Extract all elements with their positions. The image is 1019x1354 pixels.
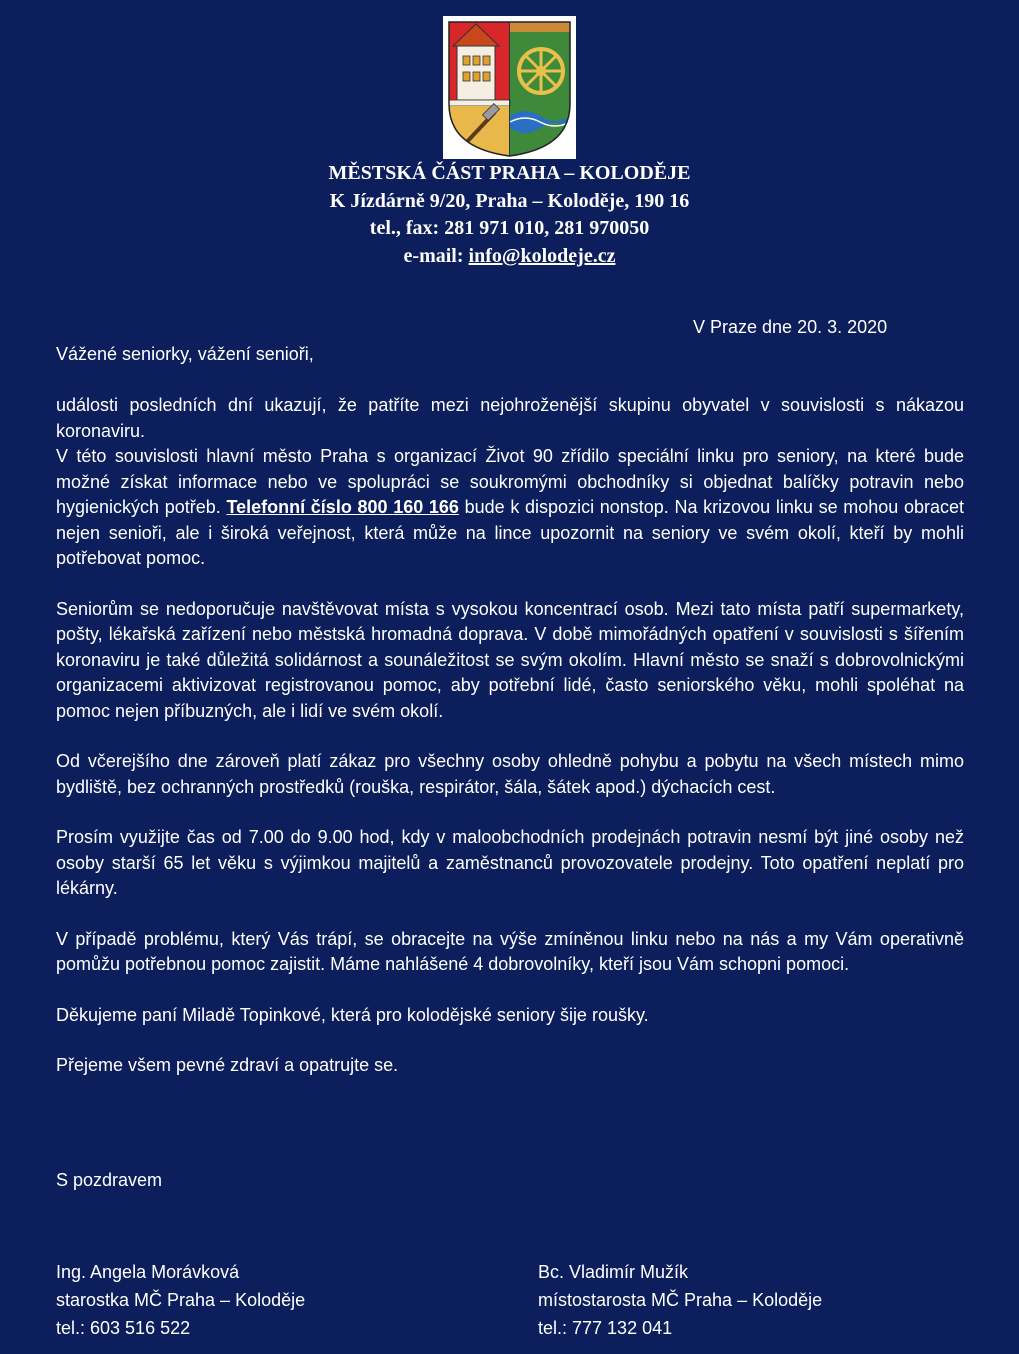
paragraph-2-end: bude k dispozici nonstop. Na krizovou linku se mohou obracet nejen senioři, ale i široká veřejnost, která může na lince upozornit na seniory ve svém okolí, kteří by mohli potřebovat pomoc. bbox=[56, 497, 965, 568]
paragraph-1: události posledních dní ukazují, že patříte mezi nejohroženější skupinu obyvatel v souvislosti s nákazou koronaviru. bbox=[56, 395, 964, 441]
paragraph-6: V případě problému, který Vás trápí, se obracejte na výše zmíněnou linku nebo na nás a my Vám operativně pomůžu potřebnou pomoc zajistit. Máme nahlášené 4 dobrovolníky, kteří jsou Vám schopni pomoci. bbox=[56, 928, 964, 974]
coat-of-arms-icon bbox=[443, 16, 576, 159]
closing: S pozdravem bbox=[56, 1170, 163, 1190]
email-link[interactable]: info@kolodeje.cz bbox=[468, 244, 616, 267]
office-name: MĚSTSKÁ ČÁST PRAHA – KOLODĚJE bbox=[328, 162, 691, 184]
signature-deputy-mayor bbox=[538, 1258, 822, 1342]
paragraph-2 bbox=[56, 446, 964, 568]
office-email-line bbox=[0, 243, 1019, 271]
letter-body bbox=[56, 393, 964, 1098]
coat-of-arms bbox=[443, 16, 576, 159]
office-address: K Jízdárně 9/20, Praha – Koloděje, 190 16 bbox=[329, 189, 690, 212]
signature-phone: tel.: 603 516 522 bbox=[56, 1318, 191, 1338]
hotline-phone-number: Telefonní číslo 800 160 166 bbox=[226, 497, 459, 517]
paragraph-4: Od včerejšího dne zároveň platí zákaz pro všechny osoby ohledně pohybu a pobytu na všech místech mimo bydliště, bez ochranných prostředků (rouška, respirátor, šála, šátek apod.) dýchacích cest. bbox=[56, 751, 964, 797]
paragraph-5: Prosím využijte čas od 7.00 do 9.00 hod, kdy v maloobchodních prodejnách potravin nesmí být jiné osoby než osoby starší 65 let věku s výjimkou majitelů a zaměstnanců provozovatele prodejny. Toto opatření neplatí pro lékárny. bbox=[56, 827, 964, 898]
paragraph-8: Přejeme všem pevné zdraví a opatrujte se. bbox=[56, 1055, 399, 1075]
letterhead bbox=[0, 160, 1019, 270]
letter-date: V Praze dne 20. 3. 2020 bbox=[693, 317, 888, 337]
signature-role: místostarosta MČ Praha – Koloděje bbox=[538, 1290, 823, 1310]
signature-name: Bc. Vladimír Mužík bbox=[538, 1262, 689, 1282]
paragraph-intro bbox=[56, 393, 964, 572]
salutation: Vážené seniorky, vážení senioři, bbox=[56, 344, 314, 364]
signature-mayor bbox=[56, 1258, 305, 1342]
signature-role: starostka MČ Praha – Koloděje bbox=[56, 1290, 306, 1310]
office-phone-fax: tel., fax: 281 971 010, 281 970050 bbox=[369, 217, 650, 239]
signature-name: Ing. Angela Morávková bbox=[56, 1262, 240, 1282]
paragraph-3: Seniorům se nedoporučuje navštěvovat místa s vysokou koncentrací osob. Mezi tato místa patří supermarkety, pošty, lékařská zařízení nebo městská hromadná doprava. V době mimořádných opatření v souvislosti s šířením koronaviru je také důležitá solidárnost a sounáležitost se svým okolím. Hlavní město se snaží s dobrovolnickými organizacemi aktivizovat registrovanou pomoc, aby potřební lidé, často seniorského věku, mohli spoléhat na pomoc nejen příbuzných, ale i lidí ve svém okolí. bbox=[56, 598, 964, 721]
paragraph-2-start: V této souvislosti hlavní město Praha s organizací Život 90 zřídilo speciální linku pro seniory, na které bude možné získat informace nebo ve spolupráci se soukromými obchodníky si objednat balíčky potravin nebo hygienických potřeb. bbox=[56, 446, 964, 517]
email-label: e-mail: bbox=[403, 244, 469, 267]
paragraph-7: Děkujeme paní Miladě Topinkové, která pro kolodějské seniory šije roušky. bbox=[56, 1004, 649, 1025]
signature-phone: tel.: 777 132 041 bbox=[538, 1318, 673, 1338]
